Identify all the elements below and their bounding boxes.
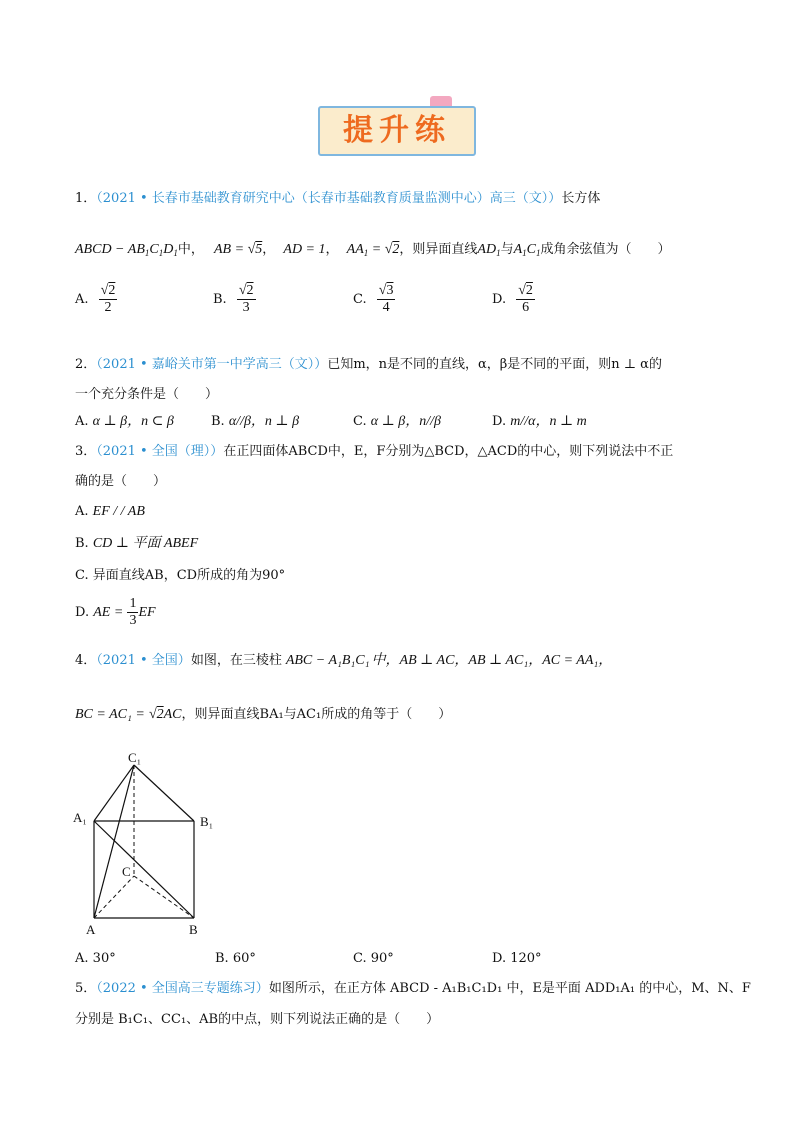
q2-option-c: C. α ⊥ β，n//β <box>353 414 442 429</box>
edge-a1-c1 <box>94 765 134 821</box>
label-a: A <box>86 922 96 937</box>
question-4-source: （2021 • 全国） <box>96 653 191 668</box>
q2-option-d: D. m//α，n ⊥ m <box>492 414 587 429</box>
question-3-header: 3．（2021 • 全国（理））在正四面体ABCD中，E，F分别为△BCD，△ACD的中心，则下列说法中不正 <box>75 444 674 459</box>
question-1-stem: 长方体 <box>561 191 601 206</box>
question-3-source: （2021 • 全国（理）） <box>96 444 224 459</box>
q4-option-b: B. 60° <box>215 951 256 966</box>
question-2-stem: 已知m，n是不同的直线，α，β是不同的平面，则n ⊥ α的 <box>327 357 662 372</box>
question-4-stem-line2: BC = AC₁ = √2AC，则异面直线BA₁与AC₁所成的角等于（ ） <box>75 707 452 722</box>
segment-c1-a <box>94 765 134 918</box>
q2-option-b: B. α//β，n ⊥ β <box>211 414 300 429</box>
question-2-source: （2021 • 嘉峪关市第一中学高三（文）） <box>96 357 328 372</box>
question-1-number: 1． <box>75 191 97 206</box>
question-2-header: 2．（2021 • 嘉峪关市第一中学高三（文））已知m，n是不同的直线，α，β是不同的平面，则n ⊥ α的 <box>75 357 662 372</box>
q1-option-a: A. $\frac{√2}{2}$ <box>75 283 116 315</box>
q4-option-c: C. 90° <box>353 951 394 966</box>
q1-option-b: B. $\frac{√2}{3}$ <box>213 283 254 315</box>
label-c1: C₁ <box>128 752 142 765</box>
question-4-header: 4．（2021 • 全国）如图，在三棱柱 ABC − A₁B₁C₁ 中，AB ⊥ AC，AB ⊥ AC₁，AC = AA₁， <box>75 653 613 668</box>
question-1-stem-line: ABCD − $AB_1C_1D_1$中， AB = √5， AD = 1， $AA_1 = √2$，则异面直线$AD_1$与$A_1C_1$成角余弦值为（ ） <box>75 242 671 258</box>
segment-a1-b <box>94 821 194 918</box>
q1-option-c: C. $\frac{√3}{4}$ <box>353 283 394 315</box>
question-1-header <box>75 190 600 208</box>
question-5-source: （2022 • 全国高三专题练习） <box>96 981 269 996</box>
q2-option-a: A. α ⊥ β，n ⊂ β <box>75 414 174 429</box>
q4-option-a: A. 30° <box>75 951 116 966</box>
section-title: 提升练 <box>343 113 451 148</box>
q3-option-b: B. CD ⊥ 平面 ABEF <box>75 536 199 551</box>
question-3-stem: 在正四面体ABCD中，E，F分别为△BCD，△ACD的中心，则下列说法中不正 <box>223 444 674 459</box>
q3-option-c: C. 异面直线AB，CD所成的角为90° <box>75 568 286 583</box>
question-5-stem-line2: 分别是 B₁C₁、CC₁、AB的中点，则下列说法正确的是（ ） <box>75 1012 440 1027</box>
section-banner <box>318 106 476 156</box>
q1-option-d: D. $\frac{√2}{6}$ <box>492 283 533 315</box>
q4-option-d: D. 120° <box>492 951 542 966</box>
question-3-stem-line2: 确的是（ ） <box>75 474 167 489</box>
edge-c-b <box>134 876 194 918</box>
question-2-stem-line2: 一个充分条件是（ ） <box>75 387 219 402</box>
question-5-header: 5．（2022 • 全国高三专题练习）如图所示，在正方体 ABCD - A₁B₁C₁D₁ 中，E是平面 ADD₁A₁ 的中心，M、N、F <box>75 981 751 996</box>
label-c: C <box>122 864 131 879</box>
prism-figure <box>70 752 230 937</box>
q3-option-a: A. EF / / AB <box>75 504 145 519</box>
label-b: B <box>189 922 198 937</box>
question-1-source: （2021 • 长春市基础教育研究中心（长春市基础教育质量监测中心）高三（文）） <box>96 191 562 206</box>
label-a1: A₁ <box>73 810 87 825</box>
edge-c1-b1 <box>134 765 194 821</box>
q3-option-d: D. AE = $\frac{1}{3}$ EF <box>75 596 156 628</box>
label-b1: B₁ <box>200 814 214 829</box>
question-5-stem: 如图所示，在正方体 ABCD - A₁B₁C₁D₁ 中，E是平面 ADD₁A₁ 的中心，M、N、F <box>268 981 751 996</box>
